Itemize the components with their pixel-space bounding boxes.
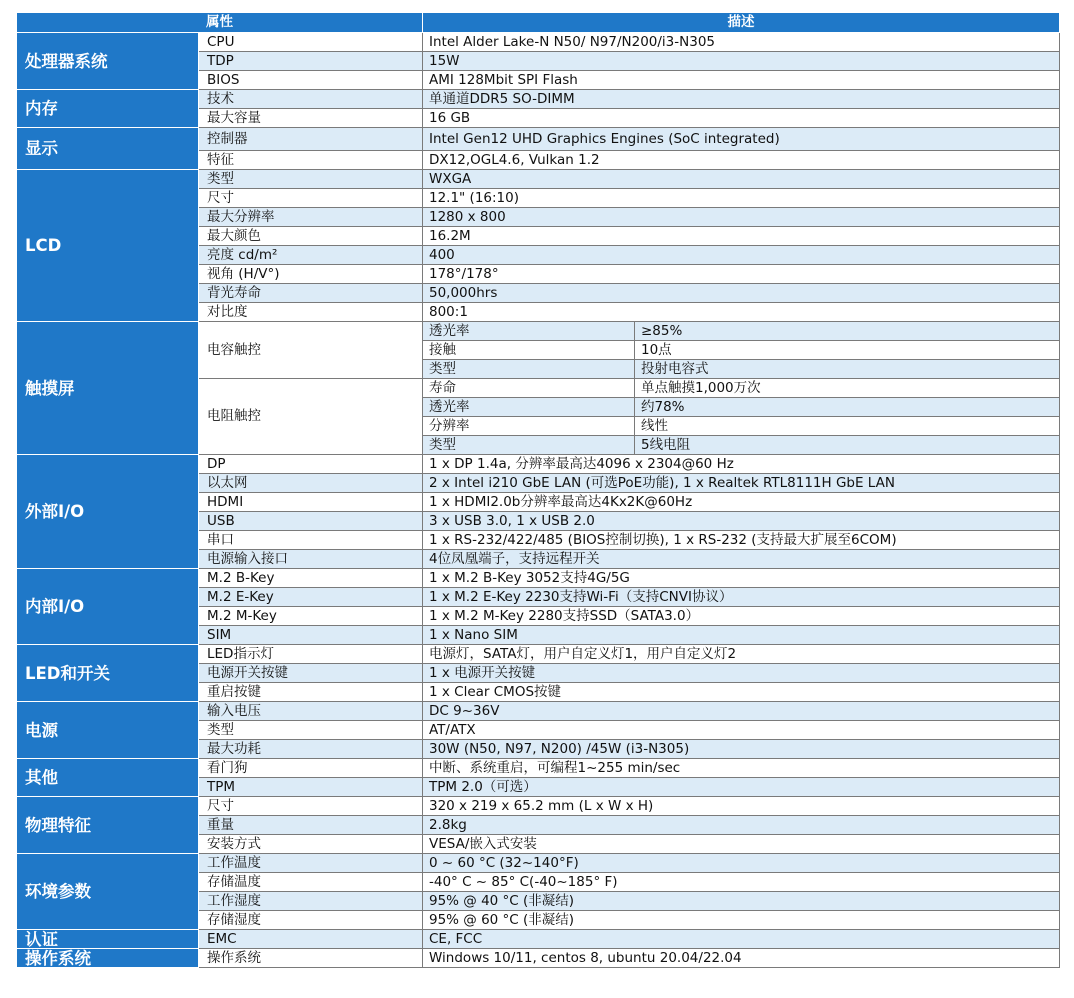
attribute-cell: 输入电压 (199, 702, 423, 721)
attribute-cell: 电源开关按键 (199, 664, 423, 683)
table-row (17, 128, 1060, 151)
attribute-cell: 类型 (423, 360, 635, 379)
description-cell: 约78% (635, 398, 1060, 417)
description-cell: 15W (423, 52, 1060, 71)
spec-body (17, 33, 1060, 968)
description-cell: 16 GB (423, 109, 1060, 128)
table-row (17, 702, 1060, 721)
description-cell: 电源灯，SATA灯，用户自定义灯1，用户自定义灯2 (423, 645, 1060, 664)
attribute-cell: 存储温度 (199, 873, 423, 892)
description-cell: 1 x M.2 E-Key 2230支持Wi-Fi（支持CNVI协议） (423, 588, 1060, 607)
attribute-cell: 看门狗 (199, 759, 423, 778)
attribute-cell: EMC (199, 930, 423, 949)
subgroup-cell: 电容触控 (199, 322, 423, 379)
description-cell: Windows 10/11, centos 8, ubuntu 20.04/22.04 (423, 949, 1060, 968)
description-cell: 单通道DDR5 SO-DIMM (423, 90, 1060, 109)
attribute-cell: 对比度 (199, 303, 423, 322)
attribute-cell: 分辨率 (423, 417, 635, 436)
description-cell: CE, FCC (423, 930, 1060, 949)
description-cell: TPM 2.0（可选） (423, 778, 1060, 797)
description-cell: WXGA (423, 170, 1060, 189)
description-cell: 1 x 电源开关按键 (423, 664, 1060, 683)
description-cell: 3 x USB 3.0, 1 x USB 2.0 (423, 512, 1060, 531)
attribute-cell: 类型 (423, 436, 635, 455)
header-attr: 属性 (17, 13, 423, 33)
description-cell: 800:1 (423, 303, 1060, 322)
category-cell: 其他 (17, 759, 199, 797)
description-cell: -40° C ~ 85° C(-40~185° F) (423, 873, 1060, 892)
description-cell: VESA/嵌入式安装 (423, 835, 1060, 854)
description-cell: 1 x RS-232/422/485 (BIOS控制切换), 1 x RS-232 (支持最大扩展至6COM) (423, 531, 1060, 550)
category-cell: 显示 (17, 128, 199, 170)
description-cell: 12.1" (16:10) (423, 189, 1060, 208)
category-cell: 环境参数 (17, 854, 199, 930)
attribute-cell: 透光率 (423, 398, 635, 417)
attribute-cell: 尺寸 (199, 797, 423, 816)
table-row (17, 645, 1060, 664)
description-cell: 95% @ 40 °C (非凝结) (423, 892, 1060, 911)
attribute-cell: 视角 (H/V°) (199, 265, 423, 284)
category-cell: 处理器系统 (17, 33, 199, 90)
description-cell: 1 x DP 1.4a, 分辨率最高达4096 x 2304@60 Hz (423, 455, 1060, 474)
attribute-cell: 以太网 (199, 474, 423, 493)
description-cell: 投射电容式 (635, 360, 1060, 379)
description-cell: 95% @ 60 °C (非凝结) (423, 911, 1060, 930)
table-header-row (17, 13, 1060, 33)
category-cell: 触摸屏 (17, 322, 199, 455)
table-row (17, 455, 1060, 474)
category-cell: 外部I/O (17, 455, 199, 569)
table-row (17, 797, 1060, 816)
description-cell: 1 x Nano SIM (423, 626, 1060, 645)
attribute-cell: TDP (199, 52, 423, 71)
attribute-cell: LED指示灯 (199, 645, 423, 664)
attribute-cell: 串口 (199, 531, 423, 550)
description-cell: DX12,OGL4.6, Vulkan 1.2 (423, 151, 1060, 170)
attribute-cell: USB (199, 512, 423, 531)
table-row (17, 759, 1060, 778)
category-cell: 内部I/O (17, 569, 199, 645)
attribute-cell: 工作湿度 (199, 892, 423, 911)
attribute-cell: 重量 (199, 816, 423, 835)
attribute-cell: 透光率 (423, 322, 635, 341)
attribute-cell: 亮度 cd/m² (199, 246, 423, 265)
table-row (17, 33, 1060, 52)
description-cell: 10点 (635, 341, 1060, 360)
description-cell: 50,000hrs (423, 284, 1060, 303)
description-cell: ≥85% (635, 322, 1060, 341)
attribute-cell: 寿命 (423, 379, 635, 398)
description-cell: 2 x Intel i210 GbE LAN (可选PoE功能), 1 x Realtek RTL8111H GbE LAN (423, 474, 1060, 493)
table-row (17, 170, 1060, 189)
description-cell: 1280 x 800 (423, 208, 1060, 227)
attribute-cell: CPU (199, 33, 423, 52)
description-cell: 0 ~ 60 °C (32~140°F) (423, 854, 1060, 873)
attribute-cell: 接触 (423, 341, 635, 360)
attribute-cell: 操作系统 (199, 949, 423, 968)
attribute-cell: 电源输入接口 (199, 550, 423, 569)
attribute-cell: 类型 (199, 170, 423, 189)
description-cell: 1 x HDMI2.0b分辨率最高达4Kx2K@60Hz (423, 493, 1060, 512)
table-row (17, 90, 1060, 109)
description-cell: 2.8kg (423, 816, 1060, 835)
subgroup-cell: 电阻触控 (199, 379, 423, 455)
attribute-cell: 技术 (199, 90, 423, 109)
attribute-cell: HDMI (199, 493, 423, 512)
spec-table (16, 12, 1060, 968)
description-cell: 线性 (635, 417, 1060, 436)
attribute-cell: BIOS (199, 71, 423, 90)
attribute-cell: M.2 E-Key (199, 588, 423, 607)
category-cell: LED和开关 (17, 645, 199, 702)
description-cell: 5线电阻 (635, 436, 1060, 455)
attribute-cell: M.2 M-Key (199, 607, 423, 626)
attribute-cell: 尺寸 (199, 189, 423, 208)
table-row (17, 854, 1060, 873)
category-cell: 操作系统 (17, 949, 199, 968)
category-cell: 内存 (17, 90, 199, 128)
table-row (17, 930, 1060, 949)
attribute-cell: SIM (199, 626, 423, 645)
description-cell: 1 x M.2 M-Key 2280支持SSD（SATA3.0） (423, 607, 1060, 626)
table-row (17, 569, 1060, 588)
description-cell: AT/ATX (423, 721, 1060, 740)
attribute-cell: 控制器 (199, 128, 423, 151)
description-cell: 中断、系统重启，可编程1~255 min/sec (423, 759, 1060, 778)
description-cell: 178°/178° (423, 265, 1060, 284)
description-cell: 400 (423, 246, 1060, 265)
attribute-cell: 最大分辨率 (199, 208, 423, 227)
description-cell: 16.2M (423, 227, 1060, 246)
description-cell: 1 x Clear CMOS按键 (423, 683, 1060, 702)
attribute-cell: 存储湿度 (199, 911, 423, 930)
category-cell: 认证 (17, 930, 199, 949)
category-cell: LCD (17, 170, 199, 322)
attribute-cell: 背光寿命 (199, 284, 423, 303)
description-cell: AMI 128Mbit SPI Flash (423, 71, 1060, 90)
attribute-cell: 重启按键 (199, 683, 423, 702)
attribute-cell: 最大容量 (199, 109, 423, 128)
description-cell: 320 x 219 x 65.2 mm (L x W x H) (423, 797, 1060, 816)
description-cell: 1 x M.2 B-Key 3052支持4G/5G (423, 569, 1060, 588)
header-desc: 描述 (423, 13, 1060, 33)
attribute-cell: DP (199, 455, 423, 474)
description-cell: Intel Alder Lake-N N50/ N97/N200/i3-N305 (423, 33, 1060, 52)
description-cell: Intel Gen12 UHD Graphics Engines (SoC integrated) (423, 128, 1060, 151)
attribute-cell: 类型 (199, 721, 423, 740)
attribute-cell: TPM (199, 778, 423, 797)
attribute-cell: 工作温度 (199, 854, 423, 873)
category-cell: 电源 (17, 702, 199, 759)
attribute-cell: 最大功耗 (199, 740, 423, 759)
category-cell: 物理特征 (17, 797, 199, 854)
attribute-cell: 最大颜色 (199, 227, 423, 246)
table-row (17, 949, 1060, 968)
attribute-cell: 安装方式 (199, 835, 423, 854)
table-row (17, 322, 1060, 341)
attribute-cell: M.2 B-Key (199, 569, 423, 588)
attribute-cell: 特征 (199, 151, 423, 170)
description-cell: 30W (N50, N97, N200) /45W (i3-N305) (423, 740, 1060, 759)
description-cell: 单点触摸1,000万次 (635, 379, 1060, 398)
description-cell: DC 9~36V (423, 702, 1060, 721)
description-cell: 4位凤凰端子，支持远程开关 (423, 550, 1060, 569)
